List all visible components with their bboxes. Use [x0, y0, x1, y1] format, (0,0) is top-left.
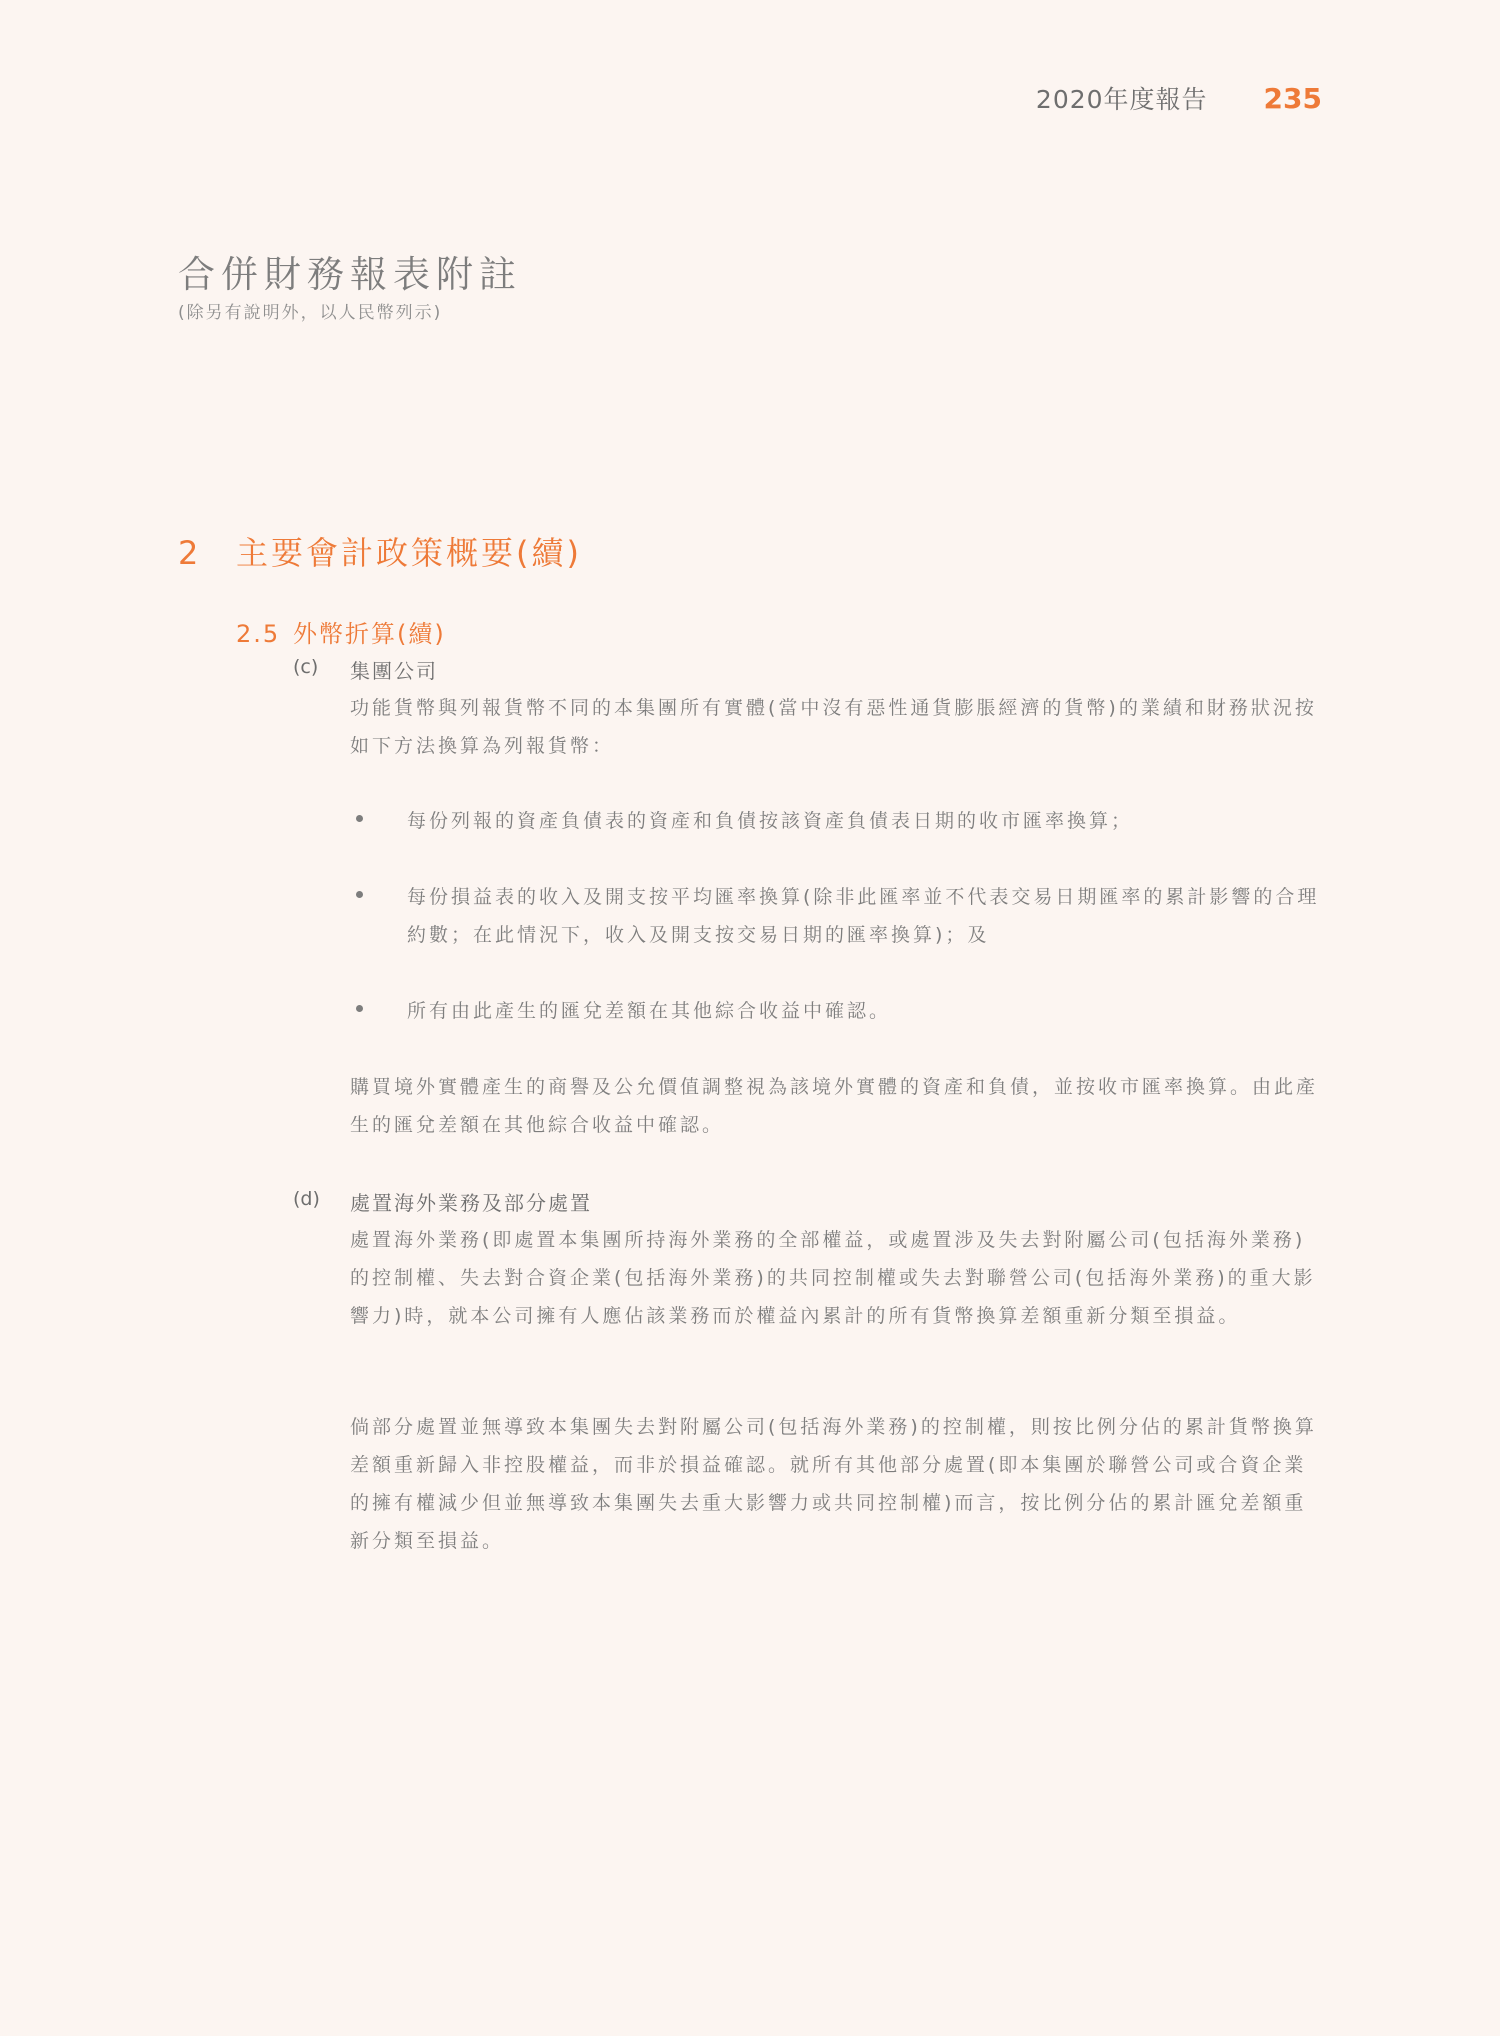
item-c-bullet-1: 每份列報的資產負債表的資產和負債按該資產負債表日期的收市匯率換算；: [407, 810, 1134, 832]
document-subtitle: (除另有說明外，以人民幣列示): [178, 303, 443, 323]
page-header: [1036, 80, 1322, 116]
page-number: 235: [1263, 82, 1322, 115]
item-d-marker: (d): [293, 1188, 320, 1210]
item-c-bullet-2: 每份損益表的收入及開支按平均匯率換算(除非此匯率並不代表交易日期匯率的累計影響的合理約數；在此情況下，收入及開支按交易日期的匯率換算)；及: [407, 886, 1320, 946]
section-number: 2: [178, 534, 202, 572]
section-title: 主要會計政策概要(續): [236, 534, 582, 572]
item-c-closing: 購買境外實體產生的商譽及公允價值調整視為該境外實體的資產和負債，並按收市匯率換算。由此產生的匯兌差額在其他綜合收益中確認。: [350, 1076, 1319, 1136]
item-d-paragraph-2: 倘部分處置並無導致本集團失去對附屬公司(包括海外業務)的控制權，則按比例分佔的累計貨幣換算差額重新歸入非控股權益，而非於損益確認。就所有其他部分處置(即本集團於聯營公司或合資企業的擁有權減少但並無導致本集團失去重大影響力或共同控制權)而言，按比例分佔的累計匯兌差額重新分類至損益。: [350, 1416, 1317, 1552]
subsection-heading: [236, 614, 446, 649]
section-heading: [178, 528, 582, 574]
subsection-title: 外幣折算(續): [293, 620, 446, 648]
item-d-paragraph-1: 處置海外業務(即處置本集團所持海外業務的全部權益，或處置涉及失去對附屬公司(包括海外業務)的控制權、失去對合資企業(包括海外業務)的共同控制權或失去對聯營公司(包括海外業務)的重大影響力)時，就本公司擁有人應佔該業務而於權益內累計的所有貨幣換算差額重新分類至損益。: [350, 1229, 1316, 1327]
document-title: 合併財務報表附註: [178, 253, 522, 296]
item-c-marker: (c): [293, 656, 319, 678]
item-d-title: 處置海外業務及部分處置: [350, 1191, 592, 1215]
item-c-title: 集團公司: [350, 659, 438, 683]
bullet-dot: [356, 1005, 363, 1012]
item-c-bullet-3: 所有由此產生的匯兌差額在其他綜合收益中確認。: [407, 1000, 892, 1022]
bullet-dot: [356, 815, 363, 822]
report-title: 2020年度報告: [1035, 85, 1208, 114]
item-c-intro: 功能貨幣與列報貨幣不同的本集團所有實體(當中沒有惡性通貨膨脹經濟的貨幣)的業績和財務狀況按如下方法換算為列報貨幣：: [350, 697, 1317, 757]
bullet-dot: [356, 891, 363, 898]
subsection-number: 2.5: [236, 620, 281, 648]
